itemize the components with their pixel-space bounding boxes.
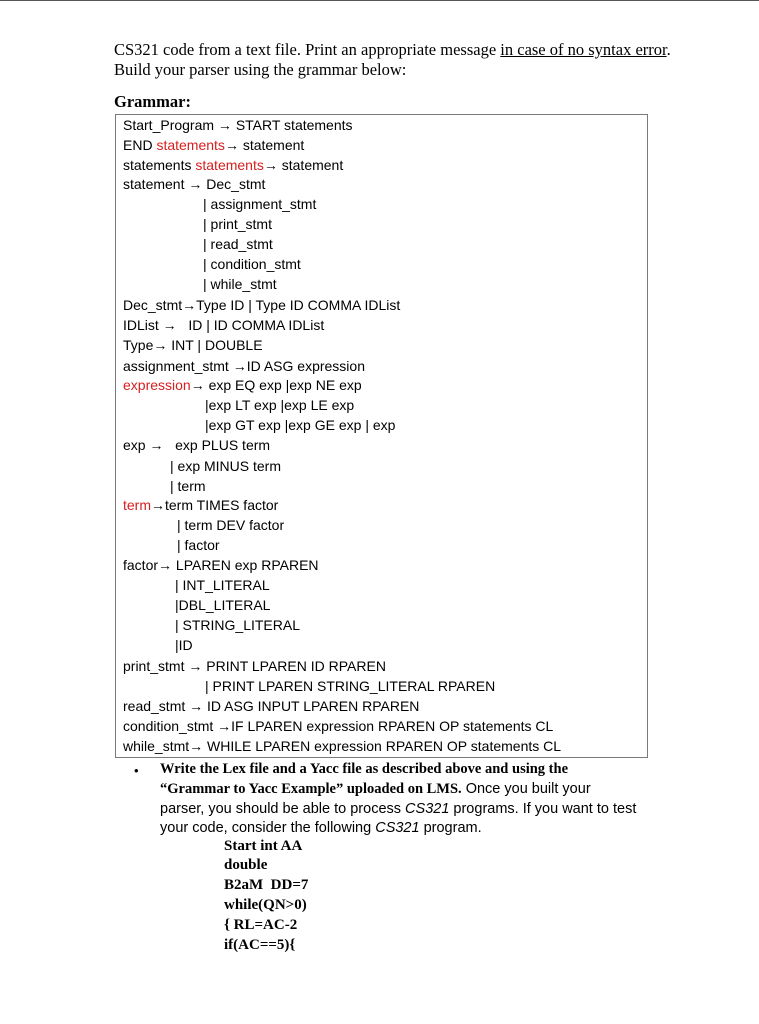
grammar-line: condition_stmt →IF LPAREN expression RPAREN OP statements CL <box>123 718 554 734</box>
grammar-box <box>115 114 648 758</box>
grammar-heading: Grammar: <box>114 92 191 111</box>
bullet-text: your code, consider the following <box>160 820 376 836</box>
bold-phrase: “Grammar to Yacc Example” uploaded on LMS. <box>160 781 462 797</box>
grammar-token: → statement <box>263 157 344 173</box>
grammar-line: while_stmt→ WHILE LPAREN expression RPAREN OP statements CL <box>123 738 562 754</box>
highlighted-token: statements <box>156 137 225 153</box>
grammar-line: | term DEV factor <box>177 517 285 533</box>
code-line: if(AC==5){ <box>224 937 296 953</box>
grammar-line: IDList → ID | ID COMMA IDList <box>123 317 325 333</box>
underlined-phrase: in case of no syntax error <box>500 40 667 59</box>
intro-text: CS321 code from a text file. Print an appropriate message <box>114 40 501 59</box>
bullet-line-1: Write the Lex file and a Yacc file as described above and using the <box>160 761 569 777</box>
code-line: { RL=AC-2 <box>224 917 298 933</box>
code-line: Start int AA <box>224 838 303 854</box>
highlighted-token: statements <box>195 157 264 173</box>
grammar-token: → exp EQ exp |exp NE exp <box>190 377 362 393</box>
bullet-marker: • <box>134 763 139 778</box>
grammar-line: | STRING_LITERAL <box>175 617 301 633</box>
bullet-line-4 <box>160 818 482 838</box>
grammar-line <box>123 157 343 174</box>
grammar-line: | term <box>170 478 206 494</box>
grammar-line: Type→ INT | DOUBLE <box>123 337 263 353</box>
grammar-token: statements <box>123 157 196 173</box>
grammar-line: |exp LT exp |exp LE exp <box>205 397 355 413</box>
grammar-line: | exp MINUS term <box>170 458 281 474</box>
grammar-line: factor→ LPAREN exp RPAREN <box>123 557 319 573</box>
grammar-line: | read_stmt <box>203 236 273 252</box>
grammar-line <box>123 377 362 394</box>
bullet-line-3 <box>160 799 636 819</box>
bullet-text: programs. If you want to test <box>449 801 637 817</box>
code-line: B2aM DD=7 <box>224 877 309 893</box>
intro-line-2: Build your parser using the grammar below: <box>114 60 407 79</box>
intro-line-1 <box>114 40 671 60</box>
grammar-line: Dec_stmt→Type ID | Type ID COMMA IDList <box>123 297 401 313</box>
bullet-text: Once you built your <box>461 781 591 797</box>
grammar-line: Start_Program → START statements <box>123 117 353 133</box>
bullet-line-2 <box>160 779 591 799</box>
grammar-line: exp → exp PLUS term <box>123 437 271 453</box>
grammar-line: | factor <box>177 537 220 553</box>
grammar-line <box>123 137 304 154</box>
code-line: double <box>224 857 268 873</box>
grammar-line: | condition_stmt <box>203 256 301 272</box>
grammar-line: |ID <box>175 637 193 653</box>
grammar-line: |DBL_LITERAL <box>175 597 271 613</box>
grammar-line: | while_stmt <box>203 276 277 292</box>
highlighted-token: term <box>123 497 151 513</box>
grammar-line: | PRINT LPAREN STRING_LITERAL RPAREN <box>205 678 496 694</box>
grammar-line: |exp GT exp |exp GE exp | exp <box>205 417 396 433</box>
top-rule <box>0 0 759 1</box>
grammar-token: → statement <box>224 137 305 153</box>
bullet-text: parser, you should be able to process <box>160 801 406 817</box>
grammar-line: | INT_LITERAL <box>175 577 270 593</box>
grammar-token: END <box>123 137 157 153</box>
grammar-line: | assignment_stmt <box>203 196 317 212</box>
grammar-line: print_stmt → PRINT LPAREN ID RPAREN <box>123 658 386 674</box>
grammar-line: read_stmt → ID ASG INPUT LPAREN RPAREN <box>123 698 420 714</box>
italic-term: CS321 <box>375 820 420 836</box>
bullet-text: program. <box>419 820 482 836</box>
grammar-line: statement → Dec_stmt <box>123 176 266 192</box>
intro-paragraph <box>114 40 671 80</box>
grammar-line: assignment_stmt →ID ASG expression <box>123 358 365 374</box>
grammar-line: | print_stmt <box>203 216 272 232</box>
grammar-line <box>123 497 278 514</box>
italic-term: CS321 <box>405 801 450 817</box>
code-line: while(QN>0) <box>224 897 307 913</box>
grammar-token: →term TIMES factor <box>151 497 279 513</box>
highlighted-token: expression <box>123 377 191 393</box>
intro-period: . <box>666 40 671 59</box>
